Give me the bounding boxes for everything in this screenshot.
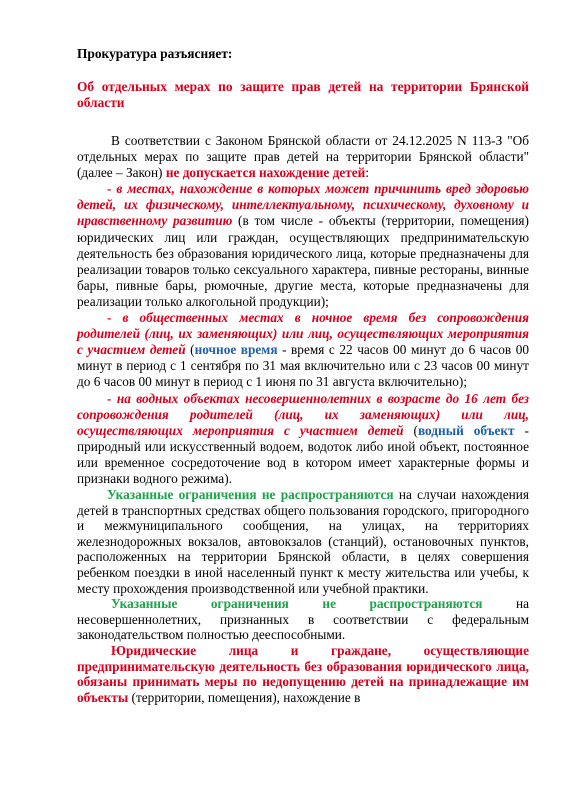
doc-title: Об отдельных мерах по защите прав детей на территории Брянской области <box>77 79 529 110</box>
intro-colon: : <box>365 165 370 181</box>
item3-dash: - <box>107 390 117 406</box>
item2-term: ночное время <box>194 342 278 358</box>
exc2-highlight: Указанные ограничения не распространяются <box>111 596 483 612</box>
intro-text: В соответствии с Законом Брянской области от 24.12.2025 N 113-З "Об отдельных мерах по защите прав детей на территории Брянской области" (далее – Закон) <box>77 133 529 181</box>
item-harmful-places <box>77 181 529 310</box>
item2-paren: ( <box>185 342 195 358</box>
item1-dash: - <box>107 181 117 197</box>
item1-highlight: в местах, нахождение в которых может причинить вред здоровью детей, их физическому, интеллектуальному, психическому, духовному и нравственному развитию <box>77 181 529 229</box>
exception-capable-minors <box>77 596 529 643</box>
item3-term: водный объект <box>417 422 515 438</box>
doc-heading: Прокуратура разъясняет: <box>77 46 233 61</box>
exception-transport <box>77 487 529 596</box>
item1-text: (в том числе - объекты (территории, помещения) юридических лиц или граждан, осуществляющих предпринимательскую деятельность без образования юридического лица, которые предназначены для реализации товаров только сексуального характера, пивные рестораны, винные бары, пивные бары, рюмочные, другие места, которые предназначены для реализации только алкогольной продукции); <box>77 213 529 309</box>
item-water-objects <box>77 391 529 488</box>
item-night-time <box>77 310 529 390</box>
item2-text: - время с 22 часов 00 минут до 6 часов 00 минут в период с 1 сентября по 31 мая включительно или с 23 часов 00 минут до 6 часов 00 минут в период с 1 июня по 31 августа включительно); <box>77 342 529 390</box>
exc2-text: на несовершеннолетних, признанных в соответствии с федеральным законодательством полностью дееспособными. <box>77 596 529 643</box>
item2-highlight: в общественных местах в ночное время без сопровождения родителей (лиц, их заменяющих) или лиц, осуществляющих мероприятия с участием детей <box>77 310 529 358</box>
duty-highlight: Юридические лица и граждане, осуществляющие предпринимательскую деятельность без образования юридического лица, обязаны принимать меры по недопущению детей на принадлежащие им объекты <box>77 643 529 705</box>
intro-highlight: не допускается нахождение детей <box>165 165 366 181</box>
item2-dash: - <box>107 310 123 326</box>
doc-body <box>77 133 529 705</box>
duty-paragraph <box>77 643 529 705</box>
duty-text: (территории, помещения), нахождение в <box>128 689 361 705</box>
intro-paragraph <box>77 133 529 181</box>
exc1-highlight: Указанные ограничения не распространяются <box>107 487 394 503</box>
item3-highlight: на водных объектах несовершеннолетних в возрасте до 16 лет без сопровождения родителей (лиц, их заменяющих) или лиц, осуществляющих мероприятия с участием детей <box>77 390 529 438</box>
exc1-text: на случаи нахождения детей в транспортных средствах общего пользования городского, пригородного и межмуниципального сообщения, на улицах, на территориях железнодорожных вокзалов, автовокзалов (станций), остановочных пунктов, расположенных на территории Брянской области, в целях совершения ребенком поездки в иной населенный пункт к месту жительства или учебы, к месту прохождения производственной или учебной практики. <box>77 487 529 596</box>
item3-paren: ( <box>403 422 418 438</box>
item3-text: - природный или искусственный водоем, водоток либо иной объект, постоянное или временное сосредоточение вод в котором имеет характерные формы и признаки водного режима). <box>77 422 529 486</box>
